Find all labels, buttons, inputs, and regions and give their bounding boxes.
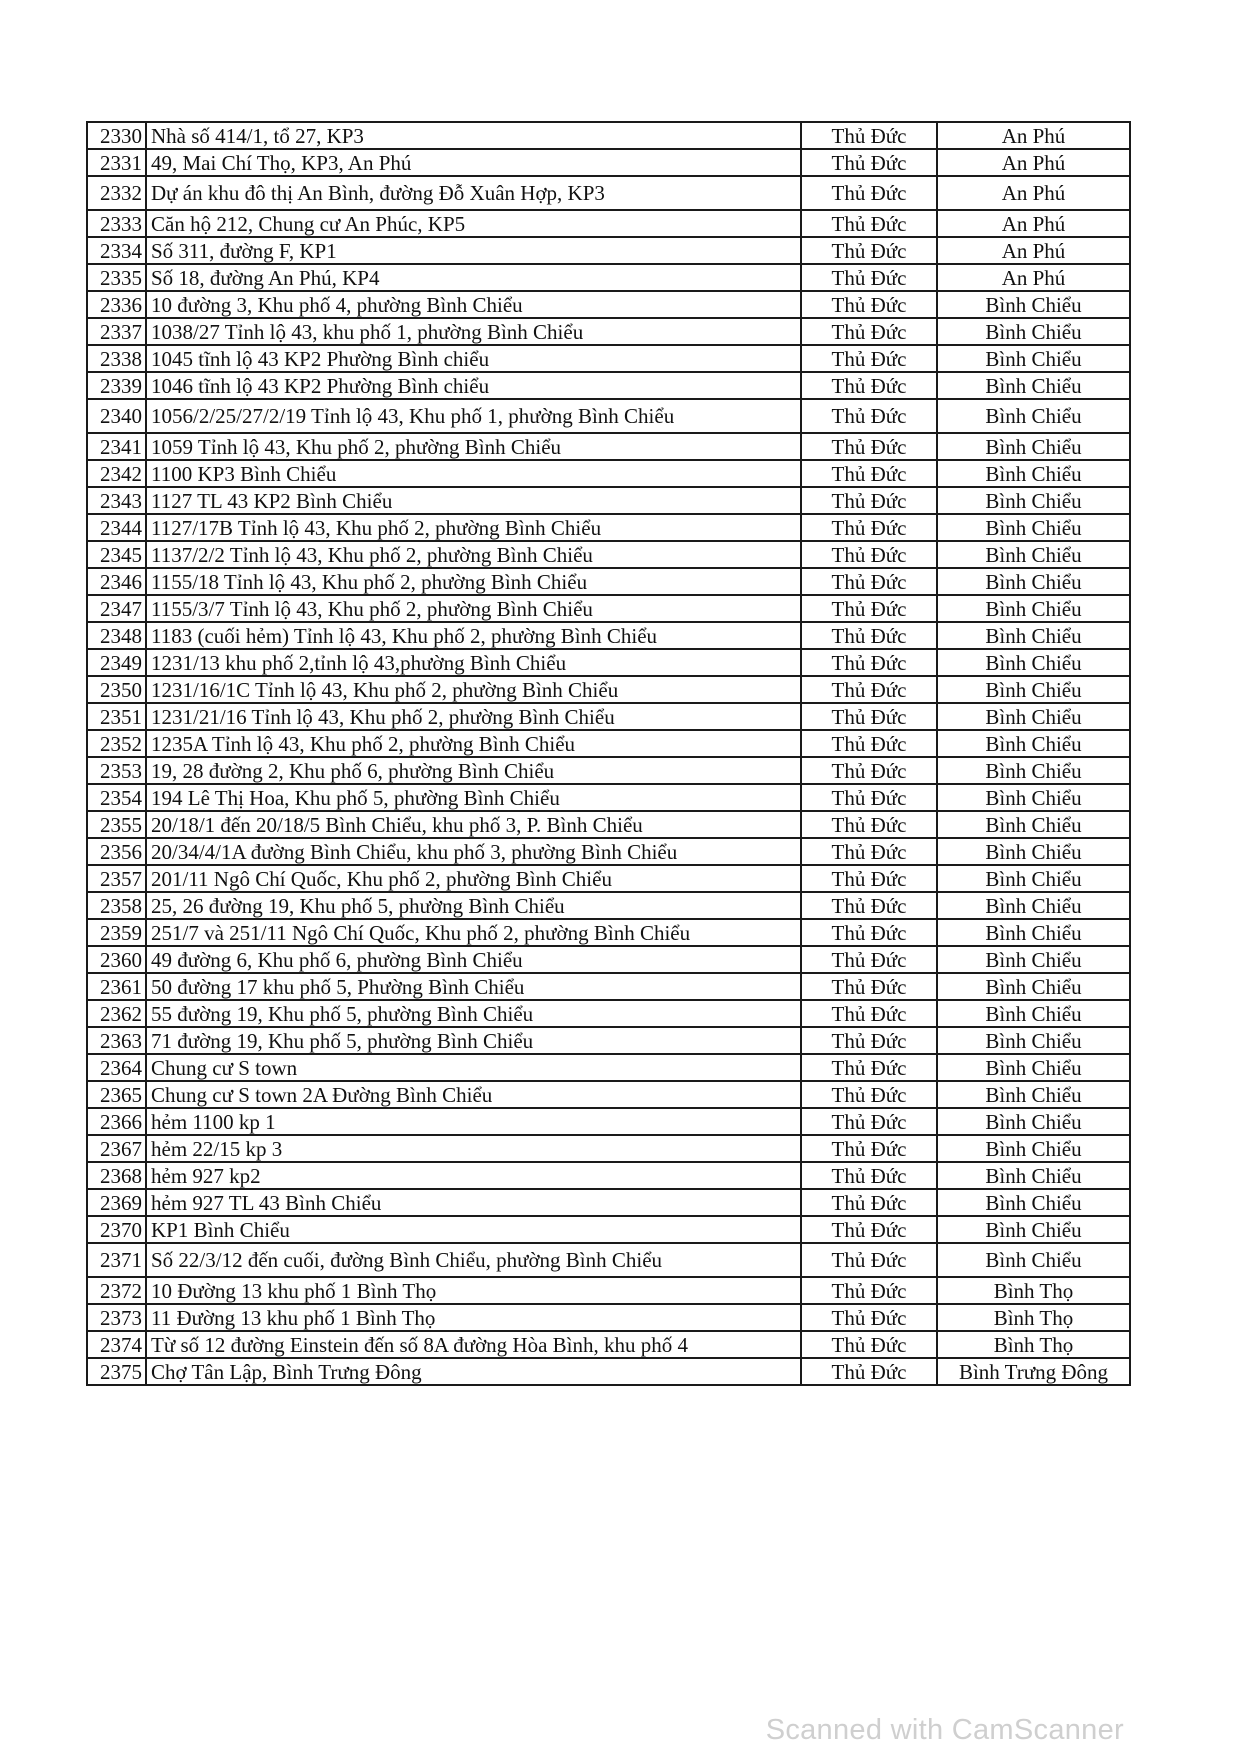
ward-cell: Bình Chiểu xyxy=(937,541,1130,568)
district-cell: Thủ Đức xyxy=(801,1081,937,1108)
address-cell: 1235A Tỉnh lộ 43, Khu phố 2, phường Bình Chiểu xyxy=(146,730,801,757)
table-row xyxy=(87,122,1130,149)
table-row xyxy=(87,1243,1130,1277)
row-number-cell: 2339 xyxy=(87,372,146,399)
address-cell: 20/18/1 đến 20/18/5 Bình Chiểu, khu phố 3, P. Bình Chiểu xyxy=(146,811,801,838)
table-row xyxy=(87,237,1130,264)
table-row xyxy=(87,1277,1130,1304)
ward-cell: Bình Chiểu xyxy=(937,399,1130,433)
row-number-cell: 2340 xyxy=(87,399,146,433)
ward-cell: An Phú xyxy=(937,149,1130,176)
address-cell: hẻm 927 kp2 xyxy=(146,1162,801,1189)
address-cell: 19, 28 đường 2, Khu phố 6, phường Bình Chiểu xyxy=(146,757,801,784)
row-number-cell: 2341 xyxy=(87,433,146,460)
district-cell: Thủ Đức xyxy=(801,541,937,568)
table-row xyxy=(87,460,1130,487)
ward-cell: Bình Chiểu xyxy=(937,460,1130,487)
address-cell: 1038/27 Tỉnh lộ 43, khu phố 1, phường Bình Chiểu xyxy=(146,318,801,345)
table-row xyxy=(87,433,1130,460)
address-cell: 1231/16/1C Tỉnh lộ 43, Khu phố 2, phường Bình Chiểu xyxy=(146,676,801,703)
district-cell: Thủ Đức xyxy=(801,1216,937,1243)
table-row xyxy=(87,318,1130,345)
row-number-cell: 2357 xyxy=(87,865,146,892)
row-number-cell: 2332 xyxy=(87,176,146,210)
address-cell: Nhà số 414/1, tổ 27, KP3 xyxy=(146,122,801,149)
district-cell: Thủ Đức xyxy=(801,318,937,345)
row-number-cell: 2375 xyxy=(87,1358,146,1385)
table-row xyxy=(87,784,1130,811)
address-cell: Chung cư S town xyxy=(146,1054,801,1081)
table-row xyxy=(87,1216,1130,1243)
table-row xyxy=(87,541,1130,568)
table-row xyxy=(87,919,1130,946)
row-number-cell: 2348 xyxy=(87,622,146,649)
district-cell: Thủ Đức xyxy=(801,838,937,865)
table-row xyxy=(87,946,1130,973)
address-cell: 1155/3/7 Tỉnh lộ 43, Khu phố 2, phường Bình Chiểu xyxy=(146,595,801,622)
table-row xyxy=(87,865,1130,892)
table-row xyxy=(87,149,1130,176)
row-number-cell: 2354 xyxy=(87,784,146,811)
address-table xyxy=(86,121,1131,1386)
address-cell: Số 18, đường An Phú, KP4 xyxy=(146,264,801,291)
table-row xyxy=(87,345,1130,372)
address-cell: 1183 (cuối hẻm) Tỉnh lộ 43, Khu phố 2, phường Bình Chiểu xyxy=(146,622,801,649)
ward-cell: Bình Chiểu xyxy=(937,1162,1130,1189)
row-number-cell: 2359 xyxy=(87,919,146,946)
address-cell: 25, 26 đường 19, Khu phố 5, phường Bình Chiểu xyxy=(146,892,801,919)
row-number-cell: 2337 xyxy=(87,318,146,345)
ward-cell: Bình Thọ xyxy=(937,1304,1130,1331)
ward-cell: Bình Trưng Đông xyxy=(937,1358,1130,1385)
ward-cell: Bình Chiểu xyxy=(937,622,1130,649)
table-row xyxy=(87,595,1130,622)
address-cell: 20/34/4/1A đường Bình Chiểu, khu phố 3, phường Bình Chiểu xyxy=(146,838,801,865)
address-cell: 1127 TL 43 KP2 Bình Chiểu xyxy=(146,487,801,514)
row-number-cell: 2351 xyxy=(87,703,146,730)
table-row xyxy=(87,730,1130,757)
address-cell: Chung cư S town 2A Đường Bình Chiểu xyxy=(146,1081,801,1108)
district-cell: Thủ Đức xyxy=(801,568,937,595)
ward-cell: Bình Chiểu xyxy=(937,1081,1130,1108)
address-cell: 1137/2/2 Tỉnh lộ 43, Khu phố 2, phường Bình Chiểu xyxy=(146,541,801,568)
ward-cell: Bình Chiểu xyxy=(937,919,1130,946)
district-cell: Thủ Đức xyxy=(801,1000,937,1027)
district-cell: Thủ Đức xyxy=(801,291,937,318)
row-number-cell: 2360 xyxy=(87,946,146,973)
row-number-cell: 2373 xyxy=(87,1304,146,1331)
address-cell: 1046 tĩnh lộ 43 KP2 Phường Bình chiểu xyxy=(146,372,801,399)
district-cell: Thủ Đức xyxy=(801,622,937,649)
row-number-cell: 2372 xyxy=(87,1277,146,1304)
table-row xyxy=(87,487,1130,514)
row-number-cell: 2369 xyxy=(87,1189,146,1216)
table-row xyxy=(87,1189,1130,1216)
ward-cell: Bình Chiểu xyxy=(937,1135,1130,1162)
row-number-cell: 2342 xyxy=(87,460,146,487)
row-number-cell: 2365 xyxy=(87,1081,146,1108)
district-cell: Thủ Đức xyxy=(801,460,937,487)
ward-cell: Bình Chiểu xyxy=(937,703,1130,730)
address-cell: 251/7 và 251/11 Ngô Chí Quốc, Khu phố 2, phường Bình Chiểu xyxy=(146,919,801,946)
address-cell: 1231/13 khu phố 2,tỉnh lộ 43,phường Bình Chiểu xyxy=(146,649,801,676)
ward-cell: Bình Chiểu xyxy=(937,1000,1130,1027)
district-cell: Thủ Đức xyxy=(801,487,937,514)
ward-cell: Bình Thọ xyxy=(937,1277,1130,1304)
district-cell: Thủ Đức xyxy=(801,1304,937,1331)
address-cell: 1045 tĩnh lộ 43 KP2 Phường Bình chiểu xyxy=(146,345,801,372)
address-cell: Từ số 12 đường Einstein đến số 8A đường Hòa Bình, khu phố 4 xyxy=(146,1331,801,1358)
address-cell: 49 đường 6, Khu phố 6, phường Bình Chiểu xyxy=(146,946,801,973)
row-number-cell: 2356 xyxy=(87,838,146,865)
table-row xyxy=(87,264,1130,291)
address-cell: Chợ Tân Lập, Bình Trưng Đông xyxy=(146,1358,801,1385)
district-cell: Thủ Đức xyxy=(801,757,937,784)
district-cell: Thủ Đức xyxy=(801,1054,937,1081)
row-number-cell: 2343 xyxy=(87,487,146,514)
table-row xyxy=(87,1331,1130,1358)
row-number-cell: 2355 xyxy=(87,811,146,838)
ward-cell: Bình Chiểu xyxy=(937,568,1130,595)
row-number-cell: 2333 xyxy=(87,210,146,237)
district-cell: Thủ Đức xyxy=(801,514,937,541)
district-cell: Thủ Đức xyxy=(801,1358,937,1385)
ward-cell: Bình Chiểu xyxy=(937,973,1130,1000)
table-row xyxy=(87,291,1130,318)
row-number-cell: 2345 xyxy=(87,541,146,568)
table-row xyxy=(87,757,1130,784)
row-number-cell: 2353 xyxy=(87,757,146,784)
address-cell: 1059 Tỉnh lộ 43, Khu phố 2, phường Bình Chiểu xyxy=(146,433,801,460)
row-number-cell: 2349 xyxy=(87,649,146,676)
row-number-cell: 2350 xyxy=(87,676,146,703)
ward-cell: An Phú xyxy=(937,264,1130,291)
row-number-cell: 2371 xyxy=(87,1243,146,1277)
ward-cell: Bình Chiểu xyxy=(937,757,1130,784)
address-cell: Căn hộ 212, Chung cư An Phúc, KP5 xyxy=(146,210,801,237)
address-cell: hẻm 927 TL 43 Bình Chiểu xyxy=(146,1189,801,1216)
row-number-cell: 2358 xyxy=(87,892,146,919)
district-cell: Thủ Đức xyxy=(801,784,937,811)
district-cell: Thủ Đức xyxy=(801,1243,937,1277)
district-cell: Thủ Đức xyxy=(801,703,937,730)
district-cell: Thủ Đức xyxy=(801,210,937,237)
district-cell: Thủ Đức xyxy=(801,176,937,210)
table-row xyxy=(87,1358,1130,1385)
address-cell: 1100 KP3 Bình Chiểu xyxy=(146,460,801,487)
table-row xyxy=(87,210,1130,237)
district-cell: Thủ Đức xyxy=(801,399,937,433)
ward-cell: Bình Chiểu xyxy=(937,291,1130,318)
district-cell: Thủ Đức xyxy=(801,237,937,264)
row-number-cell: 2370 xyxy=(87,1216,146,1243)
ward-cell: Bình Chiểu xyxy=(937,1189,1130,1216)
address-cell: 10 Đường 13 khu phố 1 Bình Thọ xyxy=(146,1277,801,1304)
ward-cell: Bình Chiểu xyxy=(937,676,1130,703)
district-cell: Thủ Đức xyxy=(801,892,937,919)
row-number-cell: 2338 xyxy=(87,345,146,372)
district-cell: Thủ Đức xyxy=(801,676,937,703)
district-cell: Thủ Đức xyxy=(801,1331,937,1358)
address-cell: Số 22/3/12 đến cuối, đường Bình Chiểu, phường Bình Chiểu xyxy=(146,1243,801,1277)
table-row xyxy=(87,372,1130,399)
table-row xyxy=(87,176,1130,210)
table-row xyxy=(87,649,1130,676)
address-cell: 1056/2/25/27/2/19 Tỉnh lộ 43, Khu phố 1, phường Bình Chiểu xyxy=(146,399,801,433)
address-cell: hẻm 22/15 kp 3 xyxy=(146,1135,801,1162)
row-number-cell: 2330 xyxy=(87,122,146,149)
address-cell: 1127/17B Tỉnh lộ 43, Khu phố 2, phường Bình Chiểu xyxy=(146,514,801,541)
table-row xyxy=(87,514,1130,541)
table-row xyxy=(87,676,1130,703)
ward-cell: Bình Chiểu xyxy=(937,372,1130,399)
ward-cell: Bình Chiểu xyxy=(937,1027,1130,1054)
row-number-cell: 2368 xyxy=(87,1162,146,1189)
address-cell: 49, Mai Chí Thọ, KP3, An Phú xyxy=(146,149,801,176)
ward-cell: Bình Chiểu xyxy=(937,1108,1130,1135)
district-cell: Thủ Đức xyxy=(801,149,937,176)
address-cell: 55 đường 19, Khu phố 5, phường Bình Chiểu xyxy=(146,1000,801,1027)
ward-cell: Bình Chiểu xyxy=(937,865,1130,892)
address-cell: 194 Lê Thị Hoa, Khu phố 5, phường Bình Chiểu xyxy=(146,784,801,811)
address-cell: 10 đường 3, Khu phố 4, phường Bình Chiểu xyxy=(146,291,801,318)
address-cell: 201/11 Ngô Chí Quốc, Khu phố 2, phường Bình Chiểu xyxy=(146,865,801,892)
row-number-cell: 2344 xyxy=(87,514,146,541)
table-row xyxy=(87,1135,1130,1162)
district-cell: Thủ Đức xyxy=(801,264,937,291)
row-number-cell: 2336 xyxy=(87,291,146,318)
ward-cell: Bình Chiểu xyxy=(937,1216,1130,1243)
ward-cell: An Phú xyxy=(937,210,1130,237)
ward-cell: Bình Chiểu xyxy=(937,1243,1130,1277)
row-number-cell: 2346 xyxy=(87,568,146,595)
scanner-watermark: Scanned with CamScanner xyxy=(765,1714,1124,1746)
address-cell: 11 Đường 13 khu phố 1 Bình Thọ xyxy=(146,1304,801,1331)
ward-cell: Bình Chiểu xyxy=(937,345,1130,372)
district-cell: Thủ Đức xyxy=(801,433,937,460)
ward-cell: Bình Chiểu xyxy=(937,649,1130,676)
row-number-cell: 2347 xyxy=(87,595,146,622)
ward-cell: Bình Chiểu xyxy=(937,1054,1130,1081)
district-cell: Thủ Đức xyxy=(801,811,937,838)
row-number-cell: 2366 xyxy=(87,1108,146,1135)
address-table-body xyxy=(87,122,1130,1385)
district-cell: Thủ Đức xyxy=(801,919,937,946)
ward-cell: Bình Chiểu xyxy=(937,514,1130,541)
table-row xyxy=(87,1304,1130,1331)
table-row xyxy=(87,1108,1130,1135)
ward-cell: Bình Chiểu xyxy=(937,730,1130,757)
ward-cell: Bình Chiểu xyxy=(937,946,1130,973)
district-cell: Thủ Đức xyxy=(801,973,937,1000)
ward-cell: Bình Chiểu xyxy=(937,784,1130,811)
row-number-cell: 2331 xyxy=(87,149,146,176)
ward-cell: Bình Thọ xyxy=(937,1331,1130,1358)
ward-cell: Bình Chiểu xyxy=(937,838,1130,865)
row-number-cell: 2361 xyxy=(87,973,146,1000)
table-row xyxy=(87,1081,1130,1108)
table-row xyxy=(87,1000,1130,1027)
table-row xyxy=(87,622,1130,649)
row-number-cell: 2364 xyxy=(87,1054,146,1081)
district-cell: Thủ Đức xyxy=(801,1027,937,1054)
table-row xyxy=(87,1162,1130,1189)
district-cell: Thủ Đức xyxy=(801,122,937,149)
ward-cell: An Phú xyxy=(937,176,1130,210)
ward-cell: Bình Chiểu xyxy=(937,433,1130,460)
address-cell: Số 311, đường F, KP1 xyxy=(146,237,801,264)
table-row xyxy=(87,1027,1130,1054)
district-cell: Thủ Đức xyxy=(801,1135,937,1162)
table-row xyxy=(87,399,1130,433)
district-cell: Thủ Đức xyxy=(801,730,937,757)
address-cell: 1231/21/16 Tỉnh lộ 43, Khu phố 2, phường Bình Chiểu xyxy=(146,703,801,730)
ward-cell: An Phú xyxy=(937,122,1130,149)
row-number-cell: 2363 xyxy=(87,1027,146,1054)
table-row xyxy=(87,811,1130,838)
address-cell: KP1 Bình Chiểu xyxy=(146,1216,801,1243)
table-row xyxy=(87,568,1130,595)
row-number-cell: 2334 xyxy=(87,237,146,264)
row-number-cell: 2362 xyxy=(87,1000,146,1027)
district-cell: Thủ Đức xyxy=(801,1108,937,1135)
table-row xyxy=(87,703,1130,730)
ward-cell: Bình Chiểu xyxy=(937,487,1130,514)
table-row xyxy=(87,838,1130,865)
district-cell: Thủ Đức xyxy=(801,946,937,973)
row-number-cell: 2352 xyxy=(87,730,146,757)
ward-cell: An Phú xyxy=(937,237,1130,264)
row-number-cell: 2335 xyxy=(87,264,146,291)
district-cell: Thủ Đức xyxy=(801,1162,937,1189)
district-cell: Thủ Đức xyxy=(801,345,937,372)
district-cell: Thủ Đức xyxy=(801,1277,937,1304)
district-cell: Thủ Đức xyxy=(801,595,937,622)
row-number-cell: 2367 xyxy=(87,1135,146,1162)
table-row xyxy=(87,892,1130,919)
district-cell: Thủ Đức xyxy=(801,1189,937,1216)
address-cell: Dự án khu đô thị An Bình, đường Đỗ Xuân Hợp, KP3 xyxy=(146,176,801,210)
address-cell: 71 đường 19, Khu phố 5, phường Bình Chiểu xyxy=(146,1027,801,1054)
address-cell: 1155/18 Tỉnh lộ 43, Khu phố 2, phường Bình Chiểu xyxy=(146,568,801,595)
table-row xyxy=(87,973,1130,1000)
address-cell: hẻm 1100 kp 1 xyxy=(146,1108,801,1135)
ward-cell: Bình Chiểu xyxy=(937,595,1130,622)
district-cell: Thủ Đức xyxy=(801,372,937,399)
ward-cell: Bình Chiểu xyxy=(937,892,1130,919)
row-number-cell: 2374 xyxy=(87,1331,146,1358)
district-cell: Thủ Đức xyxy=(801,649,937,676)
district-cell: Thủ Đức xyxy=(801,865,937,892)
address-cell: 50 đường 17 khu phố 5, Phường Bình Chiểu xyxy=(146,973,801,1000)
ward-cell: Bình Chiểu xyxy=(937,318,1130,345)
table-row xyxy=(87,1054,1130,1081)
ward-cell: Bình Chiểu xyxy=(937,811,1130,838)
